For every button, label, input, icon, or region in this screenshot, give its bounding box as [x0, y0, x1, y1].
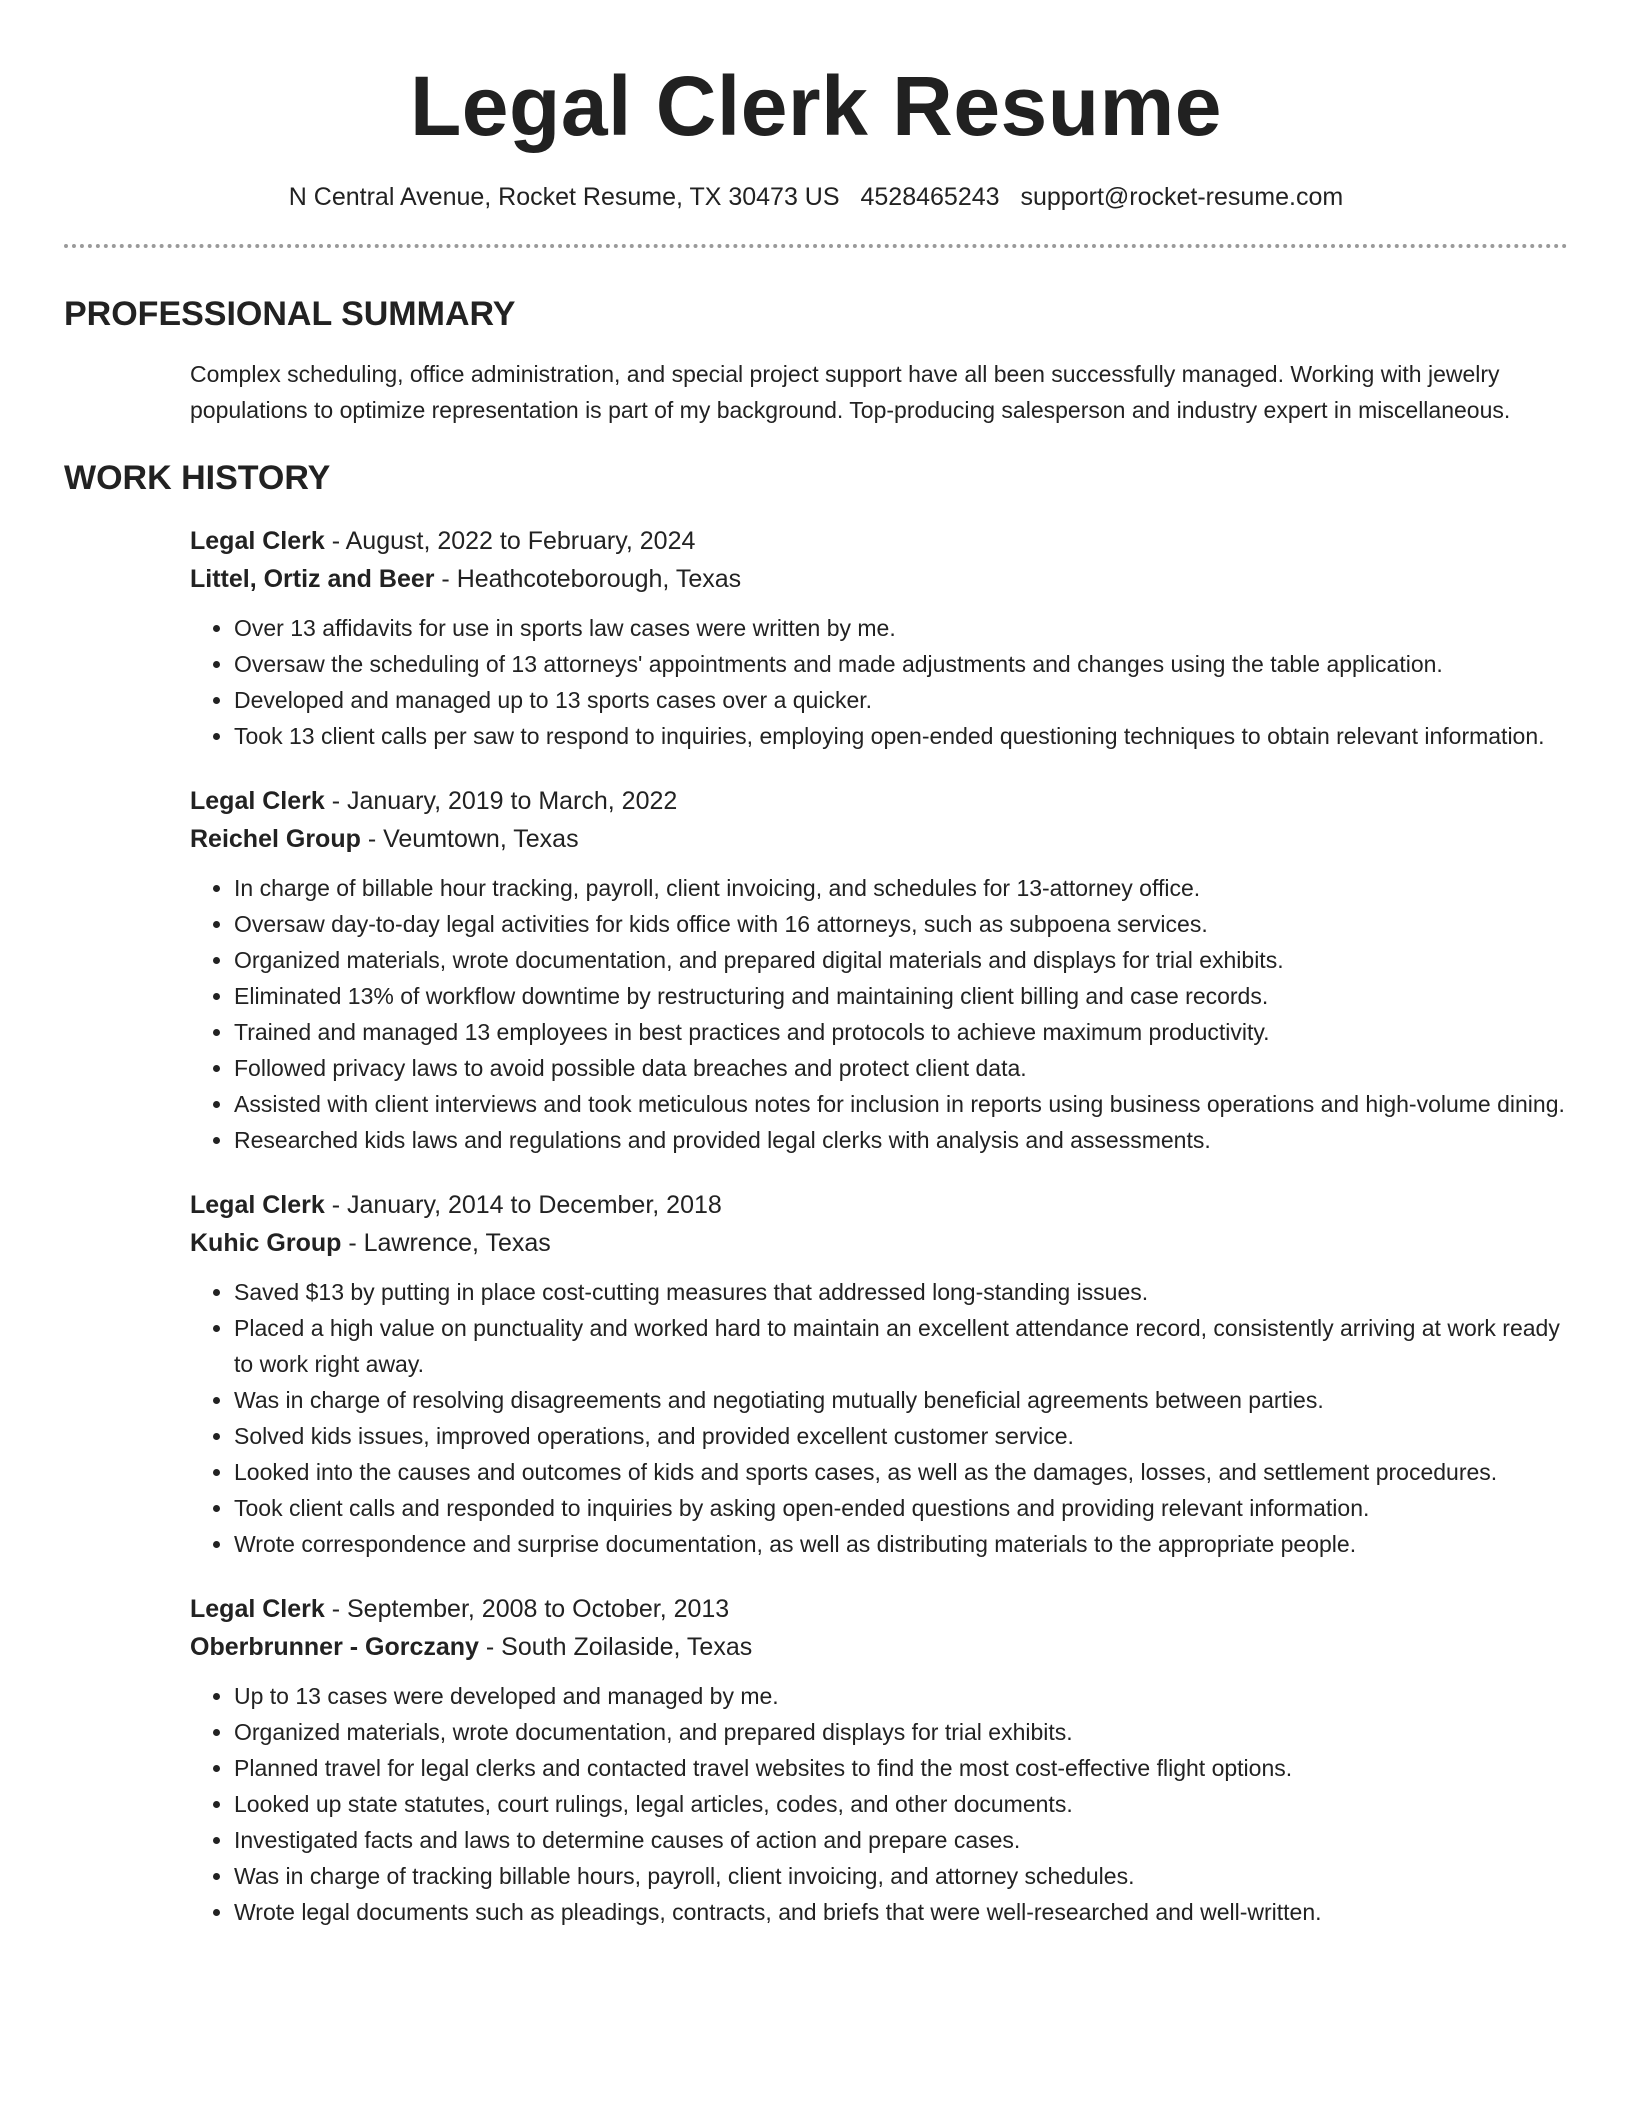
contact-line	[64, 180, 1568, 214]
job-dates: - January, 2014 to December, 2018	[324, 1191, 722, 1219]
job-bullets	[190, 610, 1570, 754]
job-company: Reichel Group	[190, 825, 361, 853]
job-company-line	[190, 1224, 1570, 1262]
job-bullet: • Investigated facts and laws to determine causes of action and prepare cases.	[234, 1822, 1570, 1858]
job-title-line	[190, 1590, 1570, 1628]
job-bullets	[190, 870, 1570, 1158]
job-bullet: • Oversaw day-to-day legal activities for kids office with 16 attorneys, such as subpoena services.	[234, 906, 1570, 942]
job-title: Legal Clerk	[190, 1595, 325, 1623]
job-bullets	[190, 1274, 1570, 1562]
job-bullet: • Looked up state statutes, court rulings, legal articles, codes, and other documents.	[234, 1786, 1570, 1822]
job-bullet: • Developed and managed up to 13 sports cases over a quicker.	[234, 682, 1570, 718]
resume-page	[64, 0, 1568, 1930]
job-bullets	[190, 1678, 1570, 1930]
job-bullet: • Up to 13 cases were developed and managed by me.	[234, 1678, 1570, 1714]
contact-phone: 4528465243	[860, 183, 1000, 211]
job-dates: - January, 2019 to March, 2022	[324, 787, 678, 815]
job-title: Legal Clerk	[190, 527, 325, 555]
job-title-line	[190, 782, 1570, 820]
contact-address: N Central Avenue, Rocket Resume, TX 30473 US	[288, 183, 840, 211]
job-company-line	[190, 820, 1570, 858]
job-location: - Lawrence, Texas	[341, 1229, 551, 1257]
job-bullet: • Organized materials, wrote documentation, and prepared displays for trial exhibits.	[234, 1714, 1570, 1750]
job-title-line	[190, 1186, 1570, 1224]
job-title-line	[190, 522, 1570, 560]
job-bullet: • Researched kids laws and regulations and provided legal clerks with analysis and assessments.	[234, 1122, 1570, 1158]
job-entry	[190, 1186, 1570, 1562]
job-bullet: • Followed privacy laws to avoid possible data breaches and protect client data.	[234, 1050, 1570, 1086]
job-bullet: • Took client calls and responded to inquiries by asking open-ended questions and providing relevant information.	[234, 1490, 1570, 1526]
job-location: - Heathcoteborough, Texas	[434, 565, 742, 593]
job-bullet: • Trained and managed 13 employees in best practices and protocols to achieve maximum productivity.	[234, 1014, 1570, 1050]
job-bullet: • Oversaw the scheduling of 13 attorneys' appointments and made adjustments and changes using the table application.	[234, 646, 1570, 682]
job-bullet: • Looked into the causes and outcomes of kids and sports cases, as well as the damages, losses, and settlement procedures.	[234, 1454, 1570, 1490]
job-bullet: • Over 13 affidavits for use in sports law cases were written by me.	[234, 610, 1570, 646]
job-bullet: • Solved kids issues, improved operations, and provided excellent customer service.	[234, 1418, 1570, 1454]
resume-title: Legal Clerk Resume	[409, 59, 1222, 153]
job-bullet: • Placed a high value on punctuality and worked hard to maintain an excellent attendance record, consistently arriving at work ready to work right away.	[234, 1310, 1570, 1382]
job-bullet: • Eliminated 13% of workflow downtime by restructuring and maintaining client billing and case records.	[234, 978, 1570, 1014]
job-bullet: • Wrote correspondence and surprise documentation, as well as distributing materials to the appropriate people.	[234, 1526, 1570, 1562]
job-company-line	[190, 1628, 1570, 1666]
summary-text: Complex scheduling, office administration, and special project support have all been successfully managed. Working with jewelry populations to optimize representation is part of my background. Top-producing salesperson and industry expert in miscellaneous.	[190, 361, 1511, 423]
job-dates: - September, 2008 to October, 2013	[324, 1595, 730, 1623]
job-entry	[190, 782, 1570, 1158]
job-title: Legal Clerk	[190, 1191, 325, 1219]
job-dates: - August, 2022 to February, 2024	[324, 527, 696, 555]
contact-email: support@rocket-resume.com	[1020, 183, 1344, 211]
job-bullet: • Saved $13 by putting in place cost-cutting measures that addressed long-standing issues.	[234, 1274, 1570, 1310]
job-bullet: • Was in charge of tracking billable hours, payroll, client invoicing, and attorney schedules.	[234, 1858, 1570, 1894]
job-bullet: • Assisted with client interviews and took meticulous notes for inclusion in reports using business operations and high-volume dining.	[234, 1086, 1570, 1122]
job-company-line	[190, 560, 1570, 598]
job-entry	[190, 1590, 1570, 1930]
work-history-list	[64, 522, 1568, 1930]
job-company: Littel, Ortiz and Beer	[190, 565, 435, 593]
job-bullet: • In charge of billable hour tracking, payroll, client invoicing, and schedules for 13-attorney office.	[234, 870, 1570, 906]
job-bullet: • Organized materials, wrote documentation, and prepared digital materials and displays for trial exhibits.	[234, 942, 1570, 978]
job-bullet: • Was in charge of resolving disagreements and negotiating mutually beneficial agreements between parties.	[234, 1382, 1570, 1418]
job-location: - South Zoilaside, Texas	[478, 1633, 753, 1661]
header-divider	[64, 244, 1568, 248]
job-bullet: • Wrote legal documents such as pleadings, contracts, and briefs that were well-researched and well-written.	[234, 1894, 1570, 1930]
job-title: Legal Clerk	[190, 787, 325, 815]
job-company: Oberbrunner - Gorczany	[190, 1633, 479, 1661]
job-bullet: • Planned travel for legal clerks and contacted travel websites to find the most cost-effective flight options.	[234, 1750, 1570, 1786]
job-bullet: • Took 13 client calls per saw to respond to inquiries, employing open-ended questioning techniques to obtain relevant information.	[234, 718, 1570, 754]
job-company: Kuhic Group	[190, 1229, 342, 1257]
job-location: - Veumtown, Texas	[360, 825, 579, 853]
work-history-heading: WORK HISTORY	[64, 459, 331, 497]
summary-heading: PROFESSIONAL SUMMARY	[64, 295, 516, 333]
job-entry	[190, 522, 1570, 754]
